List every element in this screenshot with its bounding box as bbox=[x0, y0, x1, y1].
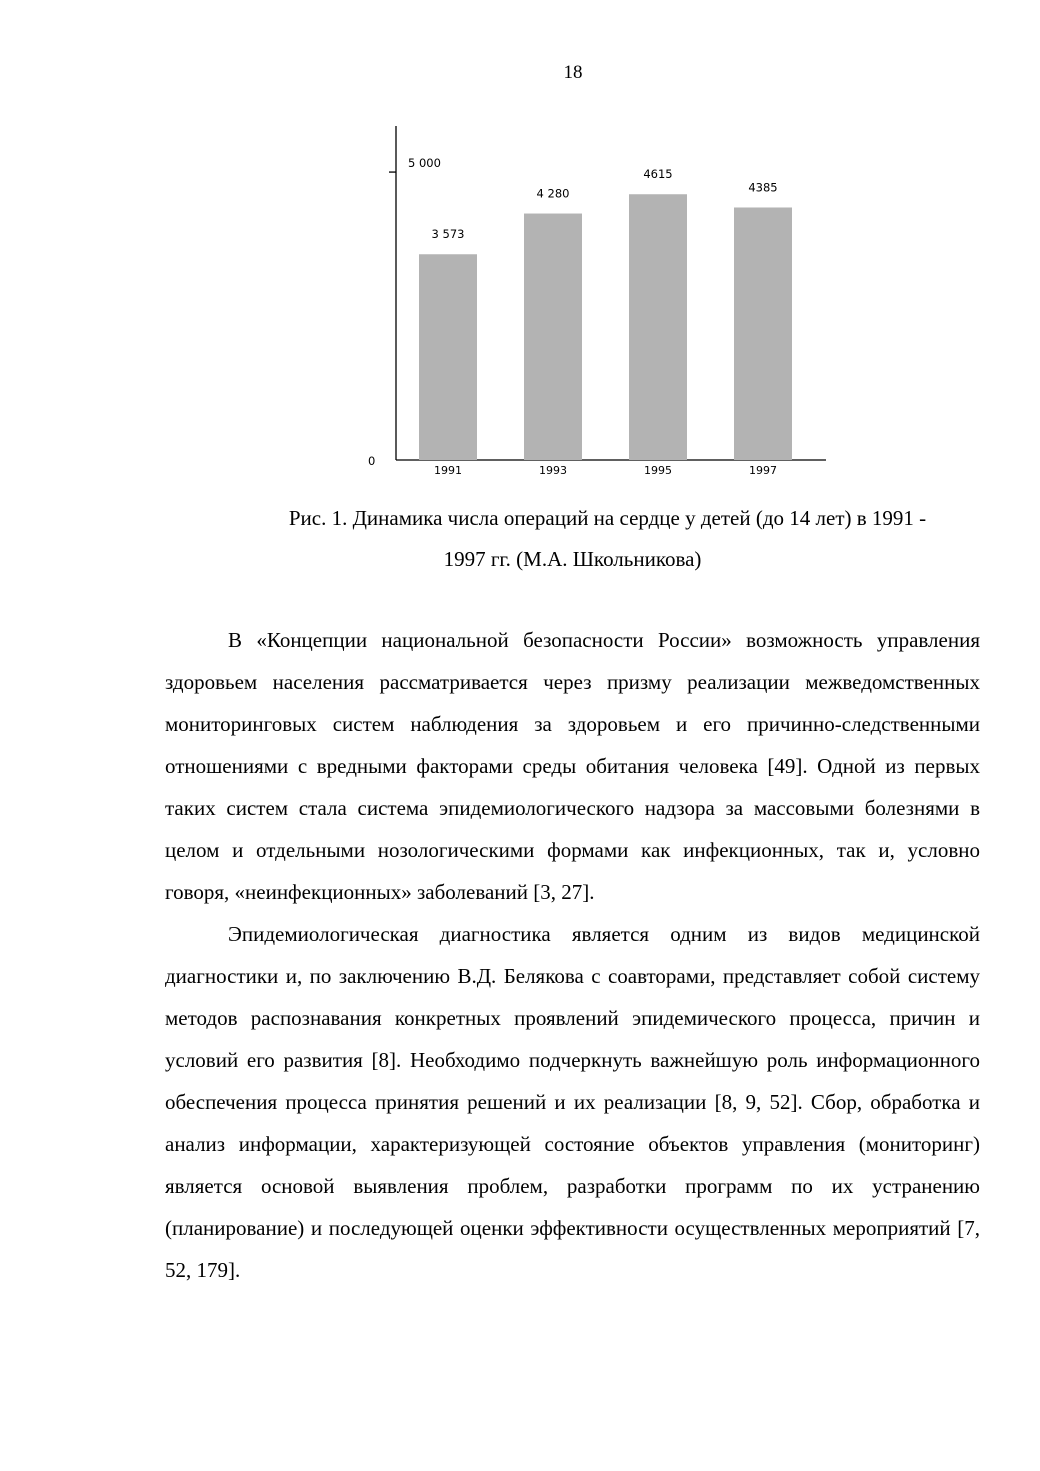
caption-line-1: Рис. 1. Динамика числа операций на сердце у детей (до 14 лет) в 1991 - bbox=[288, 506, 927, 530]
data-label-1991: 3 573 bbox=[431, 227, 465, 242]
body-text bbox=[165, 619, 980, 1291]
bar-1997 bbox=[734, 207, 792, 460]
x-tick-label-1997: 1997 bbox=[749, 464, 777, 477]
caption-line-2: 1997 гг. (М.А. Школьникова) bbox=[443, 547, 702, 571]
paragraph-2: Эпидемиологическая диагностика является одним из видов медицинской диагностики и, по заключению В.Д. Белякова с соавторами, представляет собой систему методов распознавания конкретных проявлений эпидемического процесса, причин и условий его развития [8]. Необходимо подчеркнуть важнейшую роль информационного обеспечения процесса принятия решений и их реализации [8, 9, 52]. Сбор, обработка и анализ информации, характеризующей состояние объектов управления (мониторинг) является основой выявления проблем, разработки программ по их устранению (планирование) и последующей оценки эффективности осуществленных мероприятий [7, 52, 179]. bbox=[165, 922, 980, 1282]
data-label-1995: 4615 bbox=[643, 167, 673, 182]
paragraph-1: В «Концепции национальной безопасности России» возможность управления здоровьем населения рассматривается через призму реализации межведомственных мониторинговых систем наблюдения за здоровьем и его причинно-следственными отношениями с вредными факторами среды обитания человека [49]. Одной из первых таких систем стала система эпидемиологического надзора за массовыми болезнями в целом и отдельными нозологическими формами как инфекционных, так и, условно говоря, «неинфекционных» заболеваний [3, 27]. bbox=[165, 628, 980, 904]
bar-1993 bbox=[524, 214, 582, 460]
data-label-1997: 4385 bbox=[748, 180, 778, 195]
y-tick-label-1: 5 000 bbox=[408, 156, 441, 171]
chart-canvas bbox=[360, 118, 840, 484]
bar-chart bbox=[360, 118, 840, 489]
figure-caption bbox=[165, 498, 980, 580]
x-tick-label-1995: 1995 bbox=[644, 464, 672, 477]
x-tick-label-1991: 1991 bbox=[434, 464, 462, 477]
bar-1995 bbox=[629, 194, 687, 460]
y-tick-label-0: 0 bbox=[368, 454, 376, 468]
page-number: 18 bbox=[563, 62, 583, 83]
x-tick-label-1993: 1993 bbox=[539, 464, 567, 477]
bar-1991 bbox=[419, 254, 477, 460]
data-label-1993: 4 280 bbox=[536, 186, 570, 201]
